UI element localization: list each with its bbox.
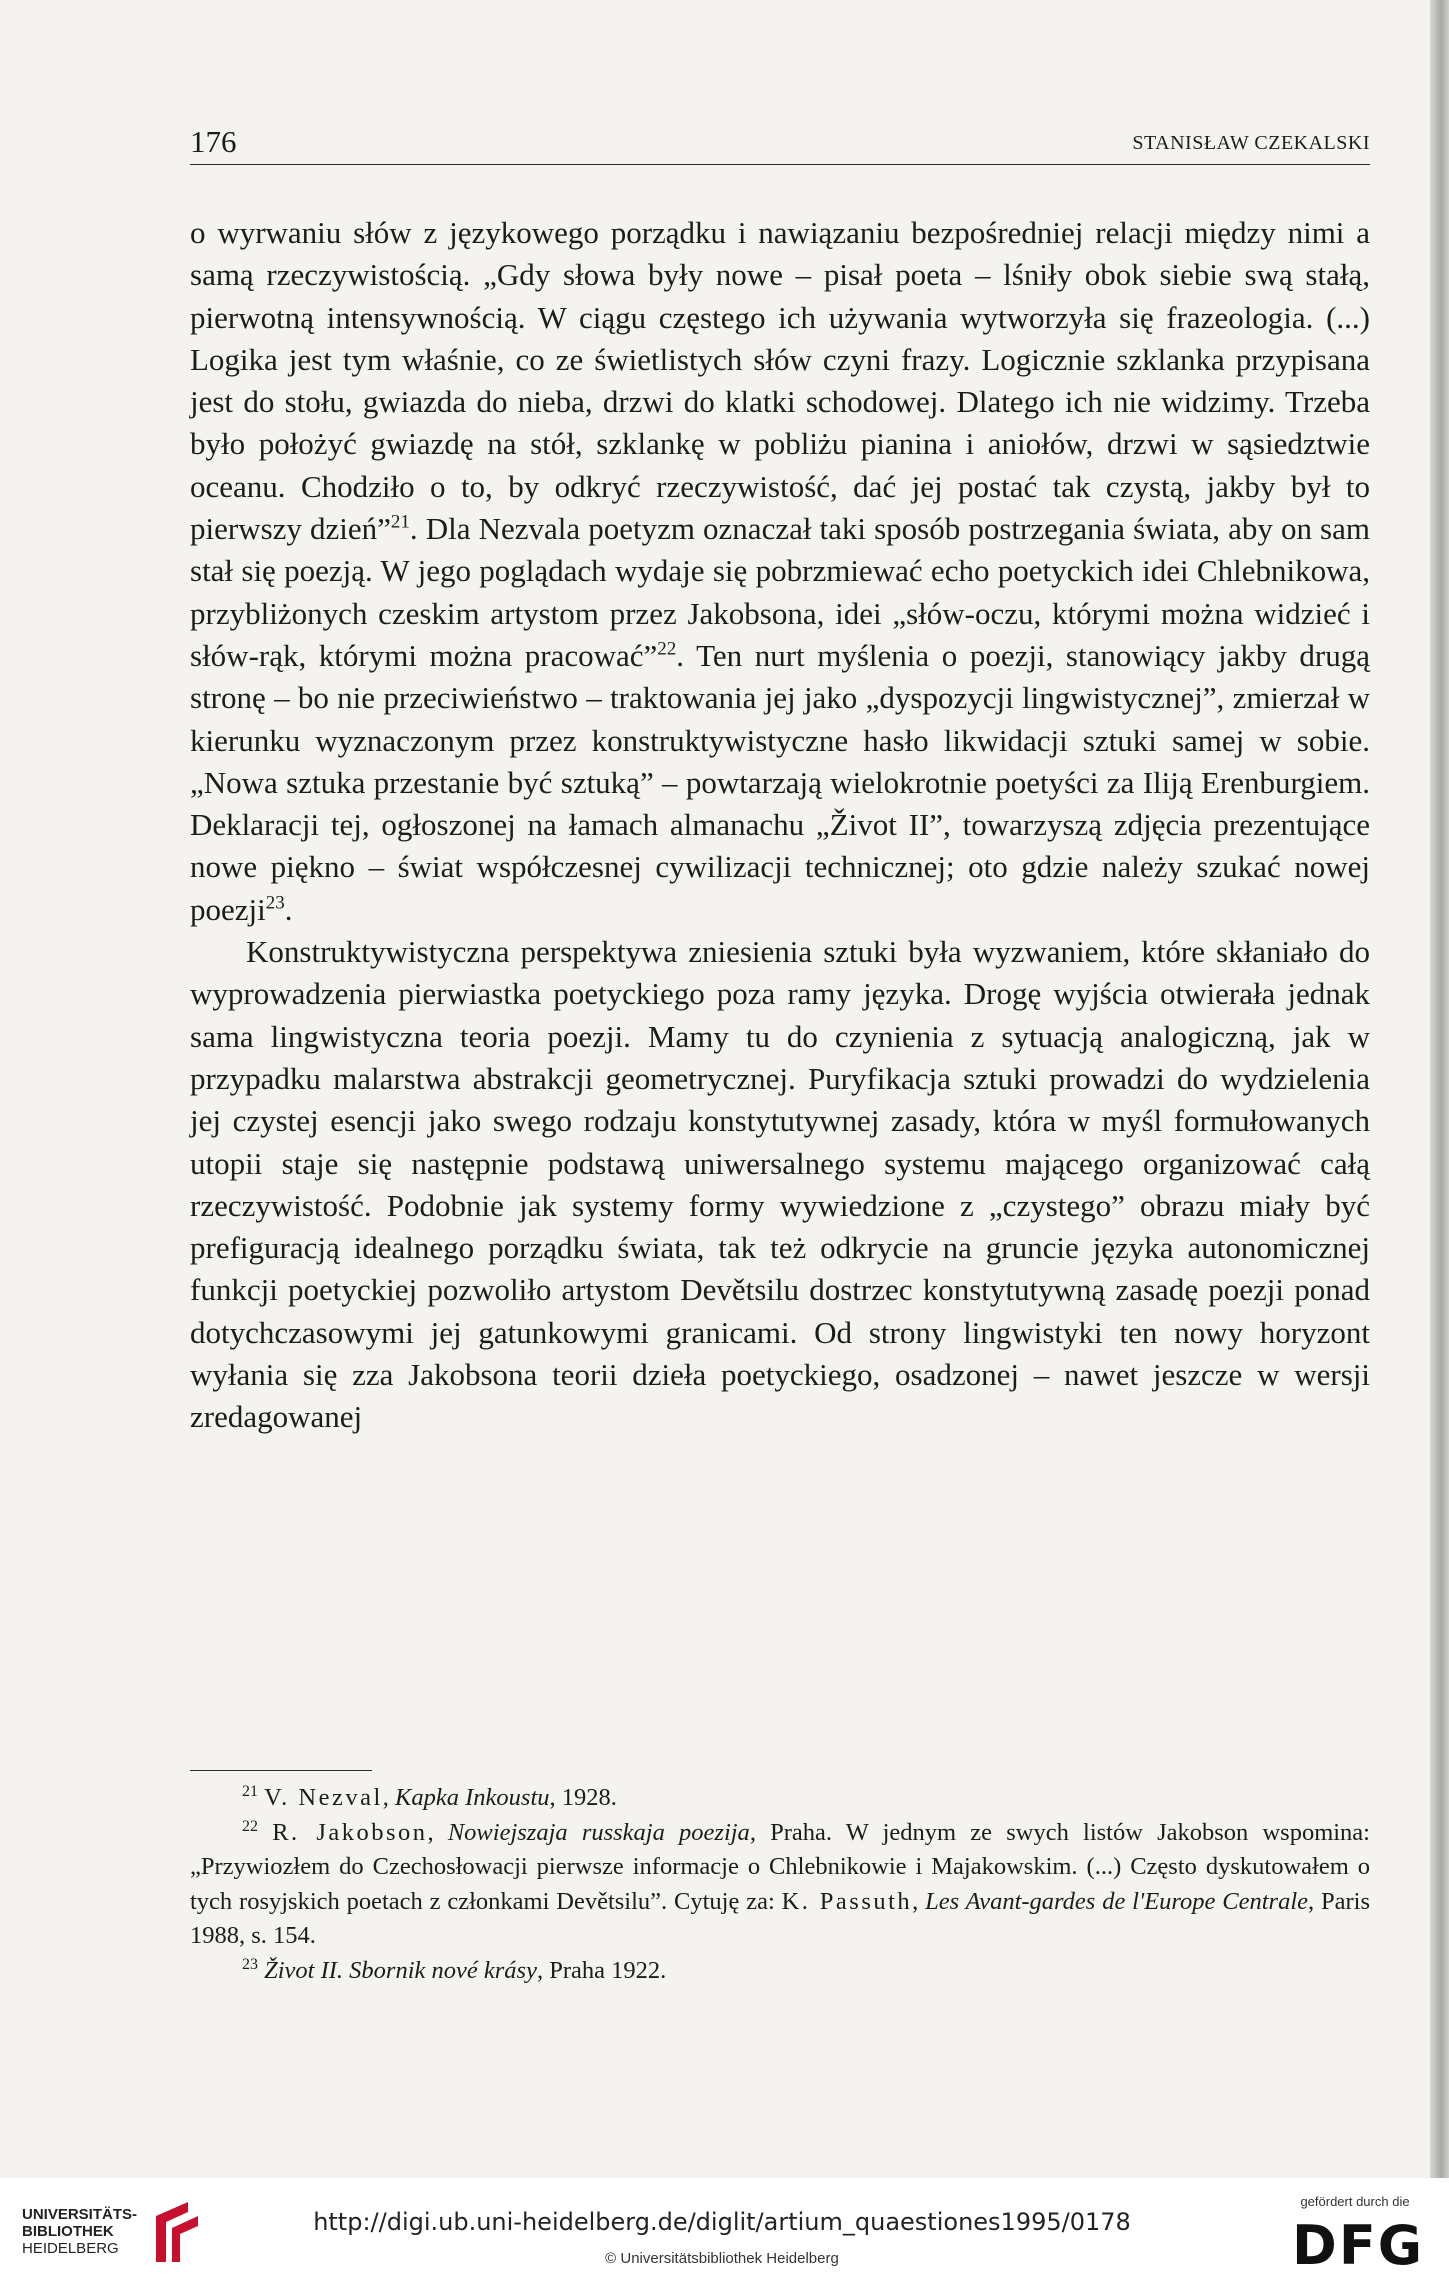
footnote-separator-text: , [427, 1818, 448, 1846]
footnote-ref-22[interactable]: 22 [657, 638, 677, 660]
footnote-author: V. Nezval [264, 1784, 383, 1811]
footnotes [190, 1781, 1370, 1988]
paragraph-1-part-1: o wyrwaniu słów z językowego porządku i nawiązaniu bezpośredniej relacji między nimi a samą rzeczywistością. „Gdy słowa były nowe – pisał poeta – lśniły obok siebie swą stałą, pierwotną intensywnością. W ciągu częstego ich używania wytworzyła się frazeologia. (...) Logika jest tym właśnie, co ze świetlistych słów czyni frazy. Logicznie szklanka przypisana jest do stołu, gwiazda do nieba, drzwi do klatki schodowej. Dlatego ich nie widzimy. Trzeba było położyć gwiazdę na stół, szklankę w pobliżu pianina i aniołów, drzwi w sąsiedztwie oceanu. Chodziło o to, by odkryć rzeczywistość, dać jej postać tak czystą, jakby był to pierwszy dzień” [190, 215, 1370, 547]
funding-caption: gefördert durch die [1300, 2194, 1410, 2209]
dfg-logo[interactable]: DFG [1292, 2214, 1425, 2277]
footnote-separator [190, 1770, 372, 1771]
paragraph-1-part-4: . [284, 891, 293, 927]
footnote-title: Kapka Inkoustu [395, 1784, 550, 1811]
viewer-footer [0, 2178, 1449, 2283]
footnote-rest: , Praha. W jednym ze swych listów Jakobson wspomina: „Przywiozłem do Czechosłowacji pierwsze informacje o Chlebnikowie i Majakowskim. (...) Często dyskutowałem o tych rosyjskich poetach z członkami Devětsilu”. Cytuję za: [190, 1818, 1370, 1915]
paragraph-2: Konstruktywistyczna perspektywa zniesienia sztuki była wyzwaniem, które skłaniało do wyprowadzenia pierwiastka poetyckiego poza ramy języka. Drogę wyjścia otwierała jednak sama lingwistyczna teoria poezji. Mamy tu do czynienia z sytuacją analogiczną, jak w przypadku malarstwa abstrakcji geometrycznej. Puryfikacja sztuki prowadzi do wydzielenia jej czystej esencji jako swego rodzaju konstytutywnej zasady, która w myśl formułowanych utopii staje się następnie podstawą uniwersalnego systemu mającego organizować całą rzeczywistość. Podobnie jak systemy formy wywiedzione z „czystego” obrazu miały być prefiguracją idealnego porządku świata, tak też odkrycie na gruncie języka autonomicznej funkcji poetyckiej pozwoliło artystom Devětsilu dostrzec konstytutywną zasadę poezji ponad dotychczasowymi jej gatunkowymi granicami. Od strony lingwistyki ten nowy horyzont wyłania się zza Jakobsona teorii dzieła poetyckiego, osadzonej – nawet jeszcze w wersji zredagowanej [190, 934, 1370, 1435]
footnote-separator-text: , [382, 1784, 396, 1811]
library-line-2: BIBLIOTHEK [22, 2223, 114, 2240]
footnote-rest-2: , Paris 1988, s. 154. [190, 1887, 1371, 1949]
paragraph-1-part-2: . Dla Nezvala poetyzm oznaczał taki sposób postrzegania świata, aby on sam stał się poezją. W jego poglądach wydaje się pobrzmiewać echo poetyckich idei Chlebnikowa, przybliżonych czeskim artystom przez Jakobsona, idei „słów-oczu, którymi można widzieć i słów-rąk, którymi można pracować” [190, 511, 1370, 673]
footnote-title: Život II. Sbornik nové krásy [264, 1956, 537, 1984]
footnote-ref-21[interactable]: 21 [390, 511, 410, 533]
footnote-23 [190, 1954, 1370, 1989]
footnote-number: 22 [242, 1817, 258, 1835]
footnote-rest: , Praha 1922. [536, 1956, 667, 1984]
running-head: STANISŁAW CZEKALSKI [1132, 132, 1370, 154]
footnote-title-2: Les Avant-gardes de l'Europe Centrale [925, 1887, 1309, 1915]
page-header [190, 122, 1370, 165]
library-emblem-icon [148, 2196, 204, 2268]
footnote-22 [190, 1816, 1370, 1954]
footnote-number: 21 [242, 1782, 258, 1800]
library-line-3: HEIDELBERG [22, 2240, 119, 2257]
footnote-title: Nowiejszaja russkaja poezija [447, 1818, 750, 1846]
library-line-1: UNIVERSITÄTS- [22, 2206, 138, 2223]
paragraph-1 [190, 212, 1370, 931]
footnote-21 [190, 1781, 1370, 1816]
footnote-number: 23 [242, 1955, 258, 1973]
footnote-author-2: K. Passuth [781, 1887, 913, 1915]
body-text [190, 212, 1370, 1439]
page-number: 176 [190, 124, 237, 159]
page-edge-shadow [1430, 0, 1449, 2178]
footnote-rest: , 1928. [549, 1784, 617, 1811]
permalink-url[interactable]: http://digi.ub.uni-heidelberg.de/diglit/artium_quaestiones1995/0178 [313, 2208, 1131, 2236]
copyright-notice: © Universitätsbibliothek Heidelberg [605, 2250, 839, 2267]
footnote-author: R. Jakobson [272, 1818, 428, 1846]
footnote-separator-text: , [912, 1887, 926, 1915]
library-logo[interactable] [22, 2206, 152, 2257]
footnote-ref-23[interactable]: 23 [265, 892, 285, 914]
paragraph-1-part-3: . Ten nurt myślenia o poezji, stanowiący jakby drugą stronę – bo nie przeciwieństwo – traktowania jej jako „dyspozycji lingwistycznej”, zmierzał w kierunku wyznaczonym przez konstruktywistyczne hasło likwidacji sztuki samej w sobie. „Nowa sztuka przestanie być sztuką” – powtarzają wielokrotnie poetyści za Iliją Erenburgiem. Deklaracji tej, ogłoszonej na łamach almanachu „Život II”, towarzyszą zdjęcia prezentujące nowe piękno – świat współczesnej cywilizacji technicznej; oto gdzie należy szukać nowej poezji [190, 637, 1370, 927]
